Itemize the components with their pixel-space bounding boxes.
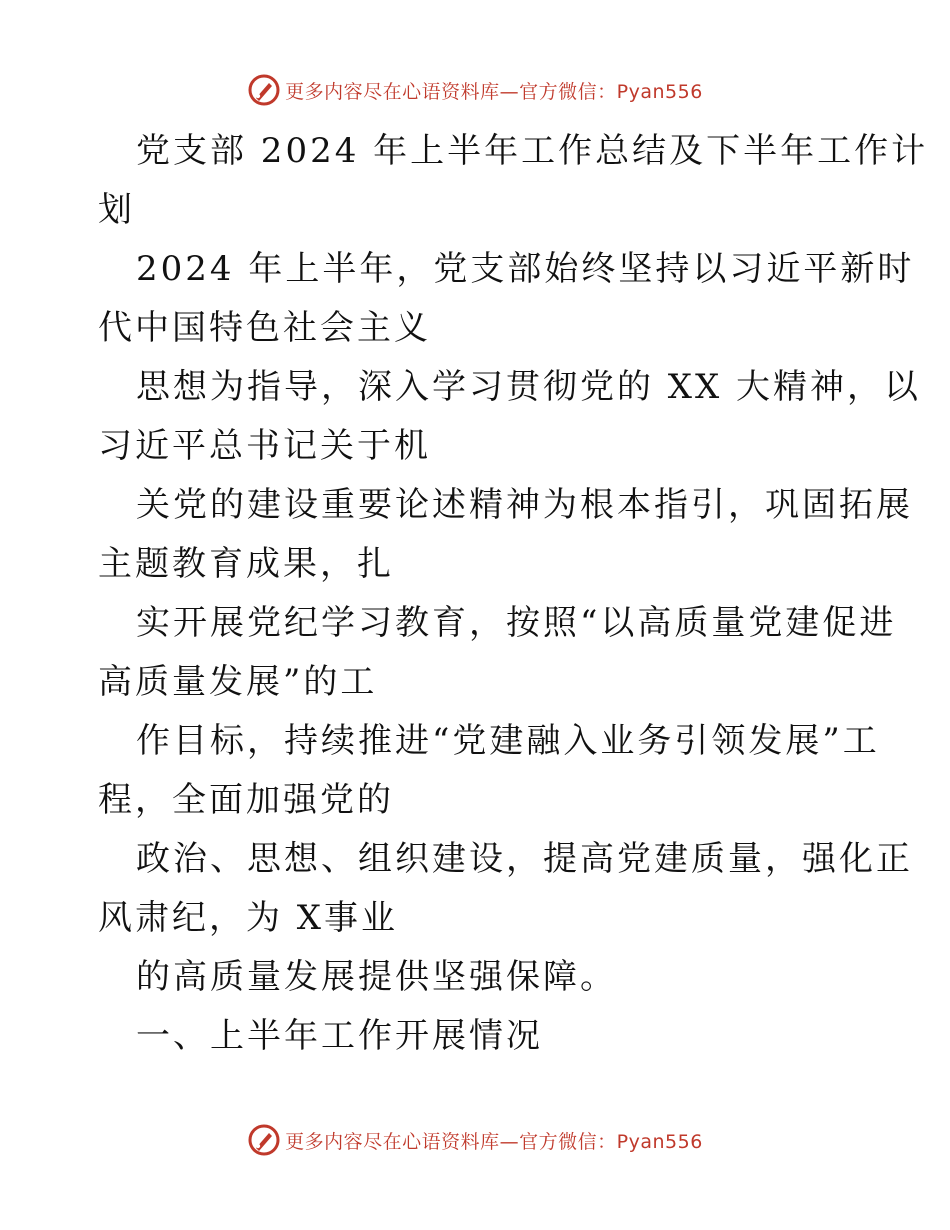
watermark-footer — [0, 1120, 950, 1160]
text-line: 作目标，持续推进“党建融入业务引领发展”工 — [136, 721, 880, 761]
text-line: 关党的建设重要论述精神为根本指引，巩固拓展 — [136, 485, 913, 525]
watermark-header — [0, 70, 950, 110]
pen-logo-icon — [247, 73, 281, 107]
text-line: 2024 年上半年，党支部始终坚持以习近平新时 — [136, 249, 915, 289]
text-line: 主题教育成果，扎 — [98, 544, 394, 584]
document-body — [98, 122, 929, 1066]
text-line: 思想为指导，深入学习贯彻党的 XX 大精神，以 — [136, 367, 922, 407]
text-line: 风肃纪，为 X事业 — [98, 898, 399, 938]
text-line: 高质量发展”的工 — [98, 662, 378, 702]
text-line: 政治、思想、组织建设，提高党建质量，强化正 — [136, 839, 913, 879]
text-line: 习近平总书记关于机 — [98, 426, 431, 466]
pen-logo-icon — [247, 1123, 281, 1157]
text-line: 的高质量发展提供坚强保障。 — [136, 957, 617, 997]
text-line: 代中国特色社会主义 — [98, 308, 431, 348]
text-line: 党支部 2024 年上半年工作总结及下半年工作计 — [136, 131, 929, 171]
text-line: 划 — [98, 190, 135, 230]
text-line: 实开展党纪学习教育，按照“以高质量党建促进 — [136, 603, 897, 643]
text-line: 程，全面加强党的 — [98, 780, 394, 820]
watermark-text: 更多内容尽在心语资料库—官方微信：Pyan556 — [285, 80, 703, 103]
text-line: 一、上半年工作开展情况 — [136, 1016, 543, 1056]
watermark-text: 更多内容尽在心语资料库—官方微信：Pyan556 — [285, 1130, 703, 1153]
